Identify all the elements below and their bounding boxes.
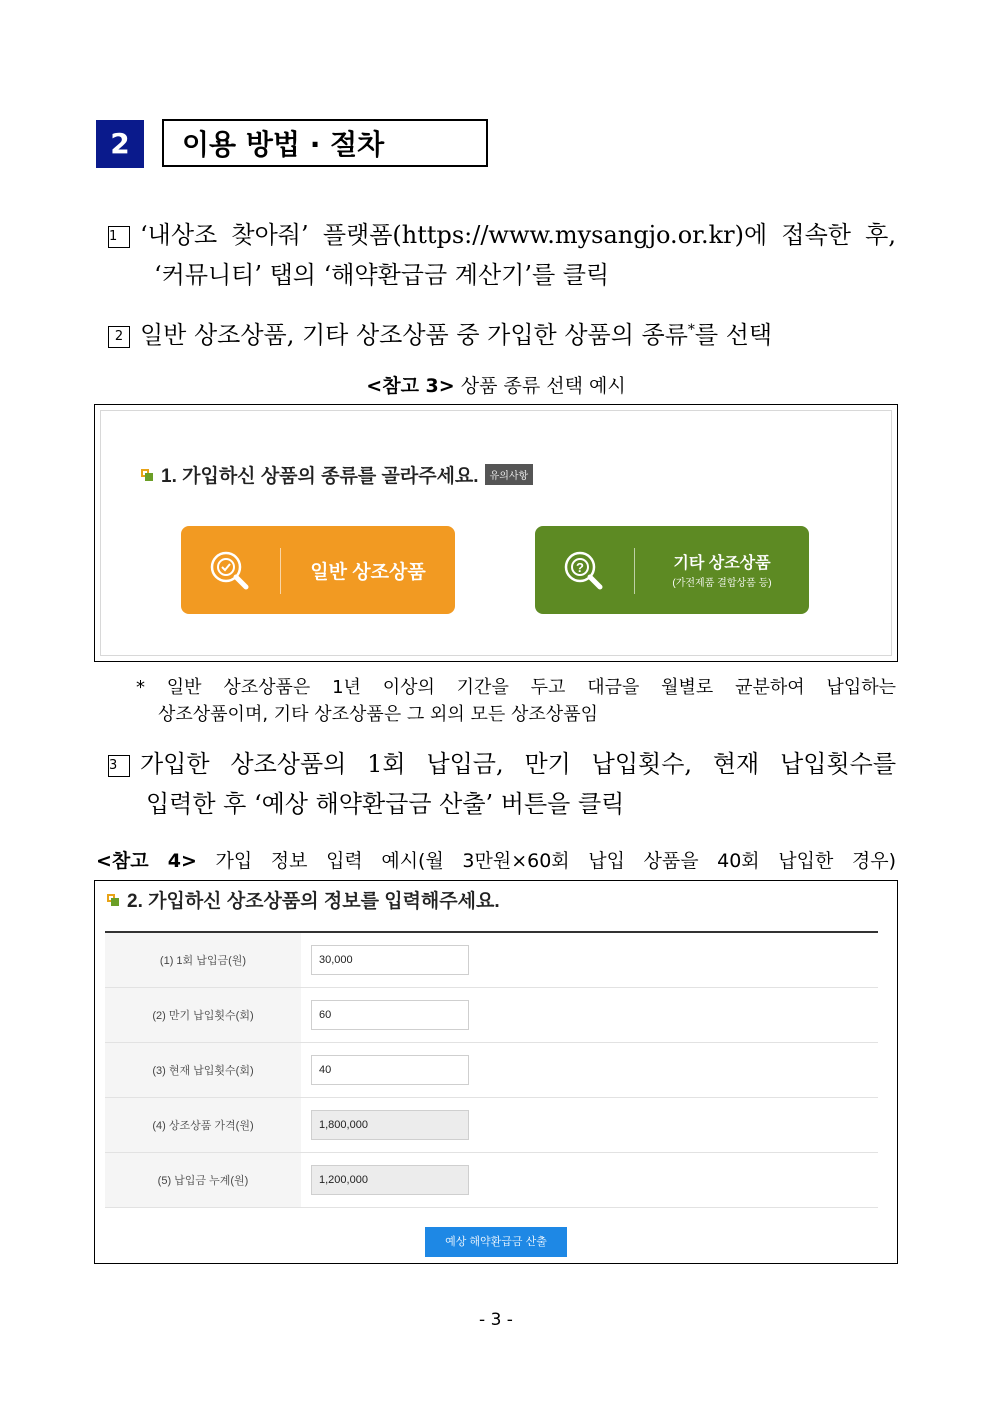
ref4-screenshot xyxy=(94,880,898,1264)
step-1 xyxy=(108,215,896,295)
ref3-panel xyxy=(100,410,892,656)
ref3-heading xyxy=(141,461,533,488)
form-label: (5) 납입금 누계(원) xyxy=(105,1153,301,1207)
step-2 xyxy=(108,310,896,355)
ref4-heading xyxy=(107,886,500,913)
section-title: 이용 방법 · 절차 xyxy=(162,119,488,167)
step-marker: 2 xyxy=(108,326,130,348)
ref3-caption xyxy=(0,371,992,398)
general-product-label: 일반 상조상품 xyxy=(310,562,426,583)
other-product-sublabel: (가전제품 결합상품 등) xyxy=(672,578,772,589)
form-row xyxy=(105,933,878,988)
form-label: (3) 현재 납입횟수(회) xyxy=(105,1043,301,1097)
general-product-button[interactable] xyxy=(181,526,455,614)
footnote-star: * xyxy=(136,677,145,698)
step-3-line-1 xyxy=(108,744,896,784)
step-2-star: * xyxy=(687,322,695,338)
magnifier-question-icon xyxy=(561,548,607,594)
form-row xyxy=(105,988,878,1043)
step-2-text-end: 를 선택 xyxy=(694,321,773,349)
step-1-line-1 xyxy=(108,215,896,255)
form-row xyxy=(105,1043,878,1098)
product-price-field: 1,800,000 xyxy=(311,1110,469,1140)
step-1-line-2 xyxy=(108,255,896,295)
form-label: (1) 1회 납입금(원) xyxy=(105,933,301,987)
footnote-line-2 xyxy=(136,701,896,728)
svg-text:?: ? xyxy=(576,560,584,575)
section-square-icon xyxy=(107,894,119,906)
step-3-line-2 xyxy=(108,784,896,824)
step-3 xyxy=(108,744,896,824)
ref3-heading-text: 1. 가입하신 상품의 종류를 골라주세요. xyxy=(161,466,479,487)
info-form-table xyxy=(105,931,878,1208)
paid-total-field: 1,200,000 xyxy=(311,1165,469,1195)
magnifier-check-icon xyxy=(207,548,253,594)
other-product-button[interactable] xyxy=(535,526,809,614)
step-2-text: 일반 상조상품, 기타 상조상품 중 가입한 상품의 종류 xyxy=(140,321,688,349)
total-installments-input[interactable]: 60 xyxy=(311,1000,469,1030)
ref4-heading-text: 2. 가입하신 상조상품의 정보를 입력해주세요. xyxy=(127,891,500,912)
footnote xyxy=(136,674,896,728)
ref4-caption-label: <참고 4> xyxy=(96,850,197,872)
ref4-caption xyxy=(96,846,896,873)
page-number: - 3 - xyxy=(479,1310,513,1330)
footnote-line-1 xyxy=(136,674,896,701)
step-marker: 3 xyxy=(108,755,130,777)
ref3-caption-text: 상품 종류 선택 예시 xyxy=(460,375,626,397)
ref3-screenshot xyxy=(94,404,898,662)
form-row xyxy=(105,1153,878,1208)
other-product-label: 기타 상조상품 xyxy=(673,555,771,572)
calculate-refund-button[interactable]: 예상 해약환급금 산출 xyxy=(425,1227,567,1257)
form-label: (2) 만기 납입횟수(회) xyxy=(105,988,301,1042)
section-square-icon xyxy=(141,469,153,481)
form-label: (4) 상조상품 가격(원) xyxy=(105,1098,301,1152)
step-3-text-1: 가입한 상조상품의 1회 납입금, 만기 납입횟수, 현재 납입횟수를 xyxy=(140,750,896,778)
form-row xyxy=(105,1098,878,1153)
footnote-text-2: 상조상품이며, 기타 상조상품은 그 외의 모든 상조상품임 xyxy=(158,704,598,725)
ref3-caption-label: <참고 3> xyxy=(366,375,455,397)
step-3-text-2: 입력한 후 ‘예상 해약환급금 산출’ 버튼을 클릭 xyxy=(146,790,625,818)
section-number: 2 xyxy=(96,120,144,168)
notice-badge[interactable]: 유의사항 xyxy=(485,464,534,485)
footnote-text-1: 일반 상조상품은 1년 이상의 기간을 두고 대금을 월별로 균분하여 납입하는 xyxy=(166,677,896,698)
ref4-caption-text: 가입 정보 입력 예시(월 3만원×60회 납입 상품을 40회 납입한 경우) xyxy=(215,850,896,872)
step-1-text-1: ‘내상조 찾아줘’ 플랫폼(https://www.mysangjo.or.kr)에 접속한 후, xyxy=(140,221,896,249)
step-1-text-2: ‘커뮤니티’ 탭의 ‘해약환급금 계산기’를 클릭 xyxy=(154,261,610,289)
current-installments-input[interactable]: 40 xyxy=(311,1055,469,1085)
step-marker: 1 xyxy=(108,226,130,248)
payment-amount-input[interactable]: 30,000 xyxy=(311,945,469,975)
